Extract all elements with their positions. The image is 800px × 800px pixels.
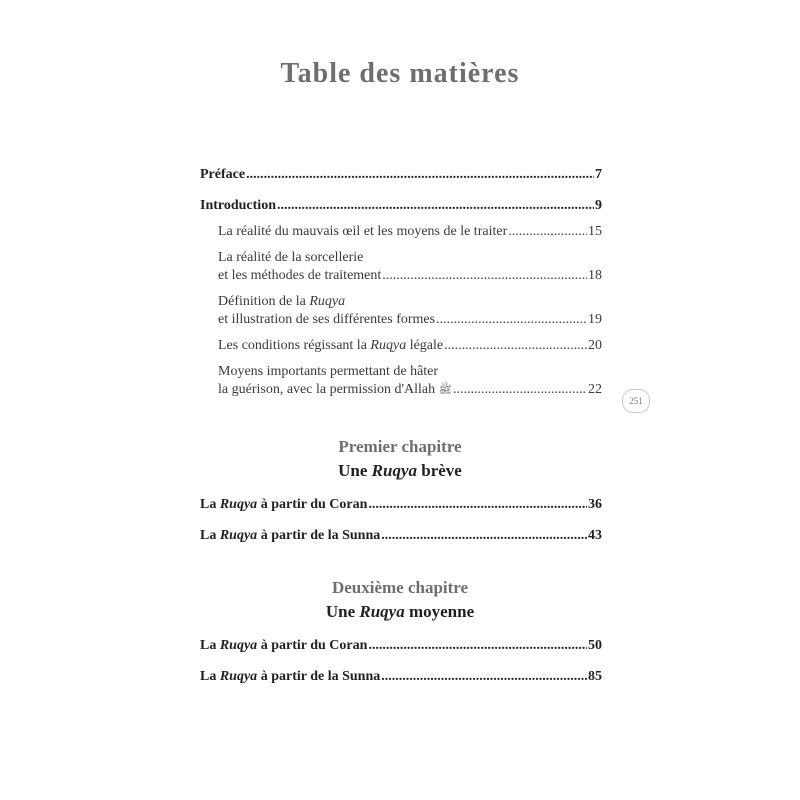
toc-entry-label	[200, 668, 380, 686]
text-run: à partir de la Sunna	[257, 528, 381, 543]
leader-dots	[453, 381, 587, 399]
text-run: la guérison, avec la permission d'Allah	[218, 382, 436, 397]
text-run: Les conditions régissant la	[218, 338, 371, 353]
toc-entry-page: 36	[588, 497, 602, 512]
toc-subentry-line1: La réalité de la sorcellerie	[218, 250, 364, 265]
toc-entry-page: 43	[588, 528, 602, 543]
toc-entry[interactable]	[200, 668, 602, 686]
toc-entry-preface[interactable]	[200, 166, 602, 184]
emphasis-text: Ruqya	[219, 669, 258, 684]
toc-entry-page: 20	[588, 338, 602, 353]
toc-entry-page: 7	[595, 167, 602, 182]
emphasis-text: Ruqya	[219, 638, 258, 653]
text-run: Une	[338, 461, 372, 480]
toc-entry-label: La réalité du mauvais œil et les moyens de le traiter	[218, 224, 508, 239]
toc-entry-page: 9	[595, 198, 602, 213]
chapter-label: Premier chapitre	[338, 437, 462, 456]
toc-entry-page: 15	[588, 224, 602, 239]
toc-entry[interactable]	[200, 496, 602, 514]
leader-dots	[508, 223, 587, 241]
text-run: La	[200, 638, 220, 653]
text-run: Une	[325, 602, 360, 621]
honorific-glyph: ﷺ	[438, 384, 452, 396]
emphasis-text: Ruqya	[371, 461, 418, 480]
toc-entry-label: et illustration de ses différentes formes	[218, 312, 436, 327]
chapter-title	[0, 461, 800, 481]
leader-dots	[444, 337, 587, 355]
text-run: La	[200, 497, 220, 512]
toc-entry-label: et les méthodes de traitement	[218, 268, 382, 283]
emphasis-text: Ruqya	[309, 294, 346, 309]
toc-subentry[interactable]	[218, 337, 602, 355]
toc-subentry[interactable]	[218, 223, 602, 241]
toc-entry-label	[200, 496, 367, 514]
leader-dots	[246, 166, 594, 184]
text-run: à partir du Coran	[257, 638, 368, 653]
leader-dots	[381, 527, 587, 545]
chapter-title	[0, 602, 800, 622]
text-run: La	[200, 528, 220, 543]
toc-entry[interactable]	[200, 527, 602, 545]
leader-dots	[368, 496, 587, 514]
toc-subentry-line1	[218, 293, 345, 311]
page-number-badge: 251	[622, 389, 650, 413]
toc-entry-page: 19	[588, 312, 602, 327]
toc-entry-page: 22	[588, 382, 602, 397]
text-run: à partir du Coran	[257, 497, 368, 512]
toc-subentry[interactable]	[218, 311, 602, 329]
toc-entry-page: 18	[588, 268, 602, 283]
toc-entry-label	[200, 637, 367, 655]
chapter-label: Deuxième chapitre	[331, 578, 469, 597]
emphasis-text: Ruqya	[219, 528, 258, 543]
text-run: La	[200, 669, 220, 684]
toc-subentry[interactable]	[218, 267, 602, 285]
toc-subentry[interactable]	[218, 381, 602, 399]
toc-entry-label: Introduction	[200, 198, 276, 213]
leader-dots	[382, 267, 587, 285]
toc-entry-label	[218, 381, 452, 399]
text-run: Définition de la	[218, 294, 310, 309]
leader-dots	[381, 668, 587, 686]
toc-entry-label: Préface	[200, 167, 246, 182]
text-run: légale	[406, 338, 444, 353]
leader-dots	[368, 637, 587, 655]
emphasis-text: Ruqya	[219, 497, 258, 512]
leader-dots	[436, 311, 587, 329]
toc-subentry-line1: Moyens importants permettant de hâter	[218, 364, 439, 379]
emphasis-text: Ruqya	[359, 602, 405, 621]
text-run: à partir de la Sunna	[257, 669, 381, 684]
leader-dots	[277, 197, 594, 215]
toc-entry-page: 50	[588, 638, 602, 653]
toc-entry-label	[218, 337, 443, 355]
toc-entry[interactable]	[200, 637, 602, 655]
page-title: Table des matières	[280, 58, 520, 89]
toc-entry-page: 85	[588, 669, 602, 684]
text-run: brève	[417, 461, 462, 480]
emphasis-text: Ruqya	[370, 338, 407, 353]
toc-entry-label	[200, 527, 380, 545]
text-run: moyenne	[404, 602, 475, 621]
toc-entry-introduction[interactable]	[200, 197, 602, 215]
